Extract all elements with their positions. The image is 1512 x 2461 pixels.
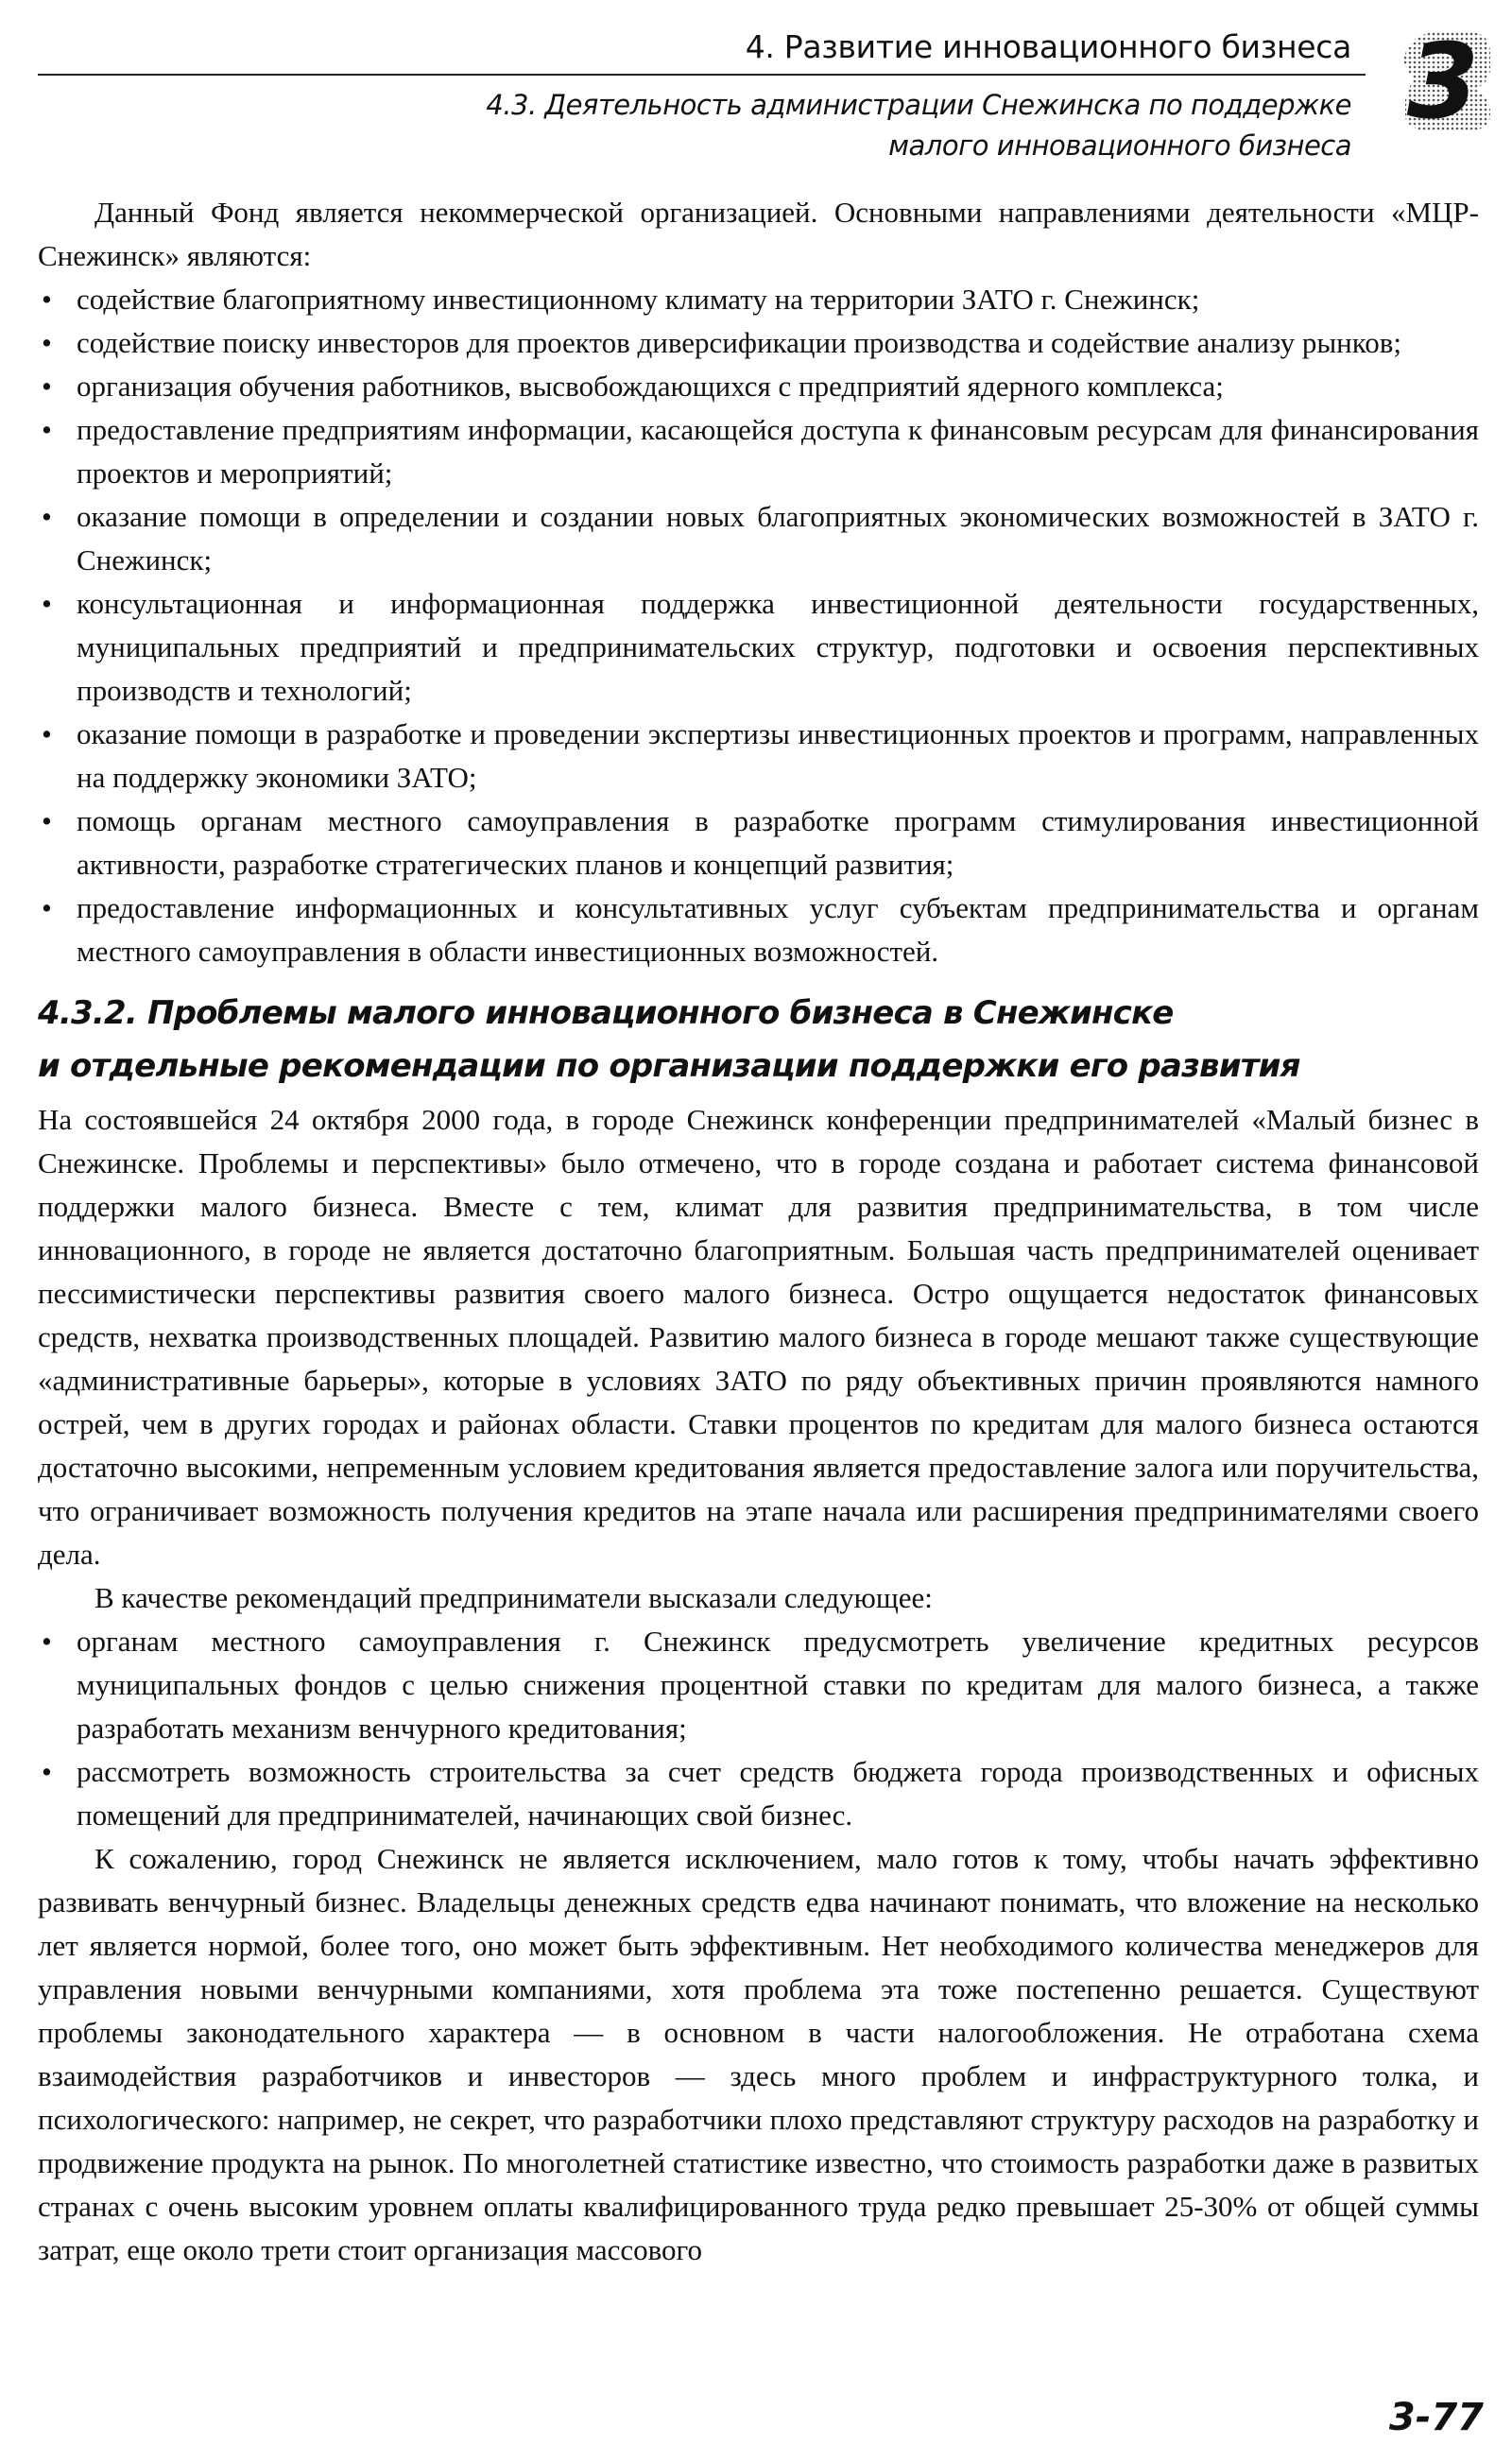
chapter-mark-digit: 3 (1406, 23, 1480, 136)
list-item: • оказание помощи в разработке и проведении экспертизы инвестиционных проектов и программ, направленных на поддержку экономики ЗАТО; (38, 713, 1479, 800)
list-item: • предоставление информационных и консультативных услуг субъектам предпринимательства и органам местного самоуправления в области инвестиционных возможностей. (38, 886, 1479, 973)
list-item: • содействие благоприятному инвестиционному климату на территории ЗАТО г. Снежинск; (38, 278, 1479, 321)
list-item: • оказание помощи в определении и создании новых благоприятных экономических возможностей в ЗАТО г. Снежинск; (38, 495, 1479, 582)
body-paragraph: На состоявшейся 24 октября 2000 года, в городе Снежинск конференции предпринимателей «Малый бизнес в Снежинске. Проблемы и перспективы» было отмечено, что в городе создана и работает система финансовой поддержки малого бизнеса. Вместе с тем, климат для развития предпринимательства, в том числе инновационного, в городе не является достаточно благоприятным. Большая часть предпринимателей оценивает пессимистически перспективы развития своего малого бизнеса. Остро ощущается недостаток финансовых средств, нехватка производственных площадей. Развитию малого бизнеса в городе мешают также существующие «административные барьеры», которые в условиях ЗАТО по ряду объективных причин проявляются намного острей, чем в других городах и районах области. Ставки процентов по кредитам для малого бизнеса остаются достаточно высокими, непременным условием кредитования является предоставление залога или поручительства, что ограничивает возможность получения кредитов на этапе начала или расширения предпринимателями своего дела. (38, 1103, 1479, 1571)
list-item: • органам местного самоуправления г. Снежинск предусмотреть увеличение кредитных ресурсов муниципальных фондов с целью снижения процентной ставки по кредитам для малого бизнеса, а также разработать механизм венчурного кредитования; (38, 1620, 1479, 1750)
section-heading-line1: 4.3.2. Проблемы малого инновационного бизнеса в Снежинске (38, 994, 1174, 1032)
section-heading (38, 987, 1479, 1093)
chapter-number-mark (1384, 23, 1498, 136)
running-header-section-line1: 4.3. Деятельность администрации Снежинска по поддержке (486, 89, 1351, 121)
body-paragraph: В качестве рекомендаций предприниматели высказали следующее: (94, 1581, 933, 1614)
list-item: • организация обучения работников, высвобождающихся с предприятий ядерного комплекса; (38, 365, 1479, 408)
recommendation-list (38, 1620, 1479, 1837)
activity-list (38, 278, 1479, 973)
list-item: • помощь органам местного самоуправления в разработке программ стимулирования инвестиционной активности, разработке стратегических планов и концепций развития; (38, 800, 1479, 886)
page-number: 3-77 (1388, 2396, 1484, 2439)
section-heading-line2: и отдельные рекомендации по организации поддержки его развития (38, 1047, 1300, 1085)
running-header-section-line2: малого инновационного бизнеса (888, 129, 1351, 162)
list-item: • предоставление предприятиям информации, касающейся доступа к финансовым ресурсам для финансирования проектов и мероприятий; (38, 408, 1479, 495)
header-rule (38, 74, 1366, 76)
list-item: • рассмотреть возможность строительства за счет средств бюджета города производственных и офисных помещений для предпринимателей, начинающих свой бизнес. (38, 1750, 1479, 1837)
list-item: • консультационная и информационная поддержка инвестиционной деятельности государственных, муниципальных предприятий и предпринимательских структур, подготовки и освоения перспективных производств и технологий; (38, 582, 1479, 713)
intro-paragraph: Данный Фонд является некоммерческой организацией. Основными направлениями деятельности «МЦР-Снежинск» являются: (38, 196, 1479, 272)
main-content (38, 191, 1479, 2272)
body-paragraph: К сожалению, город Снежинск не является исключением, мало готов к тому, чтобы начать эффективно развивать венчурный бизнес. Владельцы денежных средств едва начинают понимать, что вложение на несколько лет является нормой, более того, оно может быть эффективным. Нет необходимого количества менеджеров для управления новыми венчурными компаниями, хотя проблема эта тоже постепенно решается. Существуют проблемы законодательного характера — в основном в части налогообложения. Не отработана схема взаимодействия разработчиков и инвесторов — здесь много проблем и инфраструктурного толка, и психологического: например, не секрет, что разработчики плохо представляют структуру расходов на разработку и продвижение продукта на рынок. По многолетней статистике известно, что стоимость разработки даже в развитых странах с очень высоким уровнем оплаты квалифицированного труда редко превышает 25-30% от общей суммы затрат, еще около трети стоит организация массового (38, 1842, 1479, 2266)
running-header-chapter: 4. Развитие инновационного бизнеса (745, 28, 1351, 65)
list-item: • содействие поиску инвесторов для проектов диверсификации производства и содействие анализу рынков; (38, 321, 1479, 365)
running-header-section (397, 85, 1351, 166)
